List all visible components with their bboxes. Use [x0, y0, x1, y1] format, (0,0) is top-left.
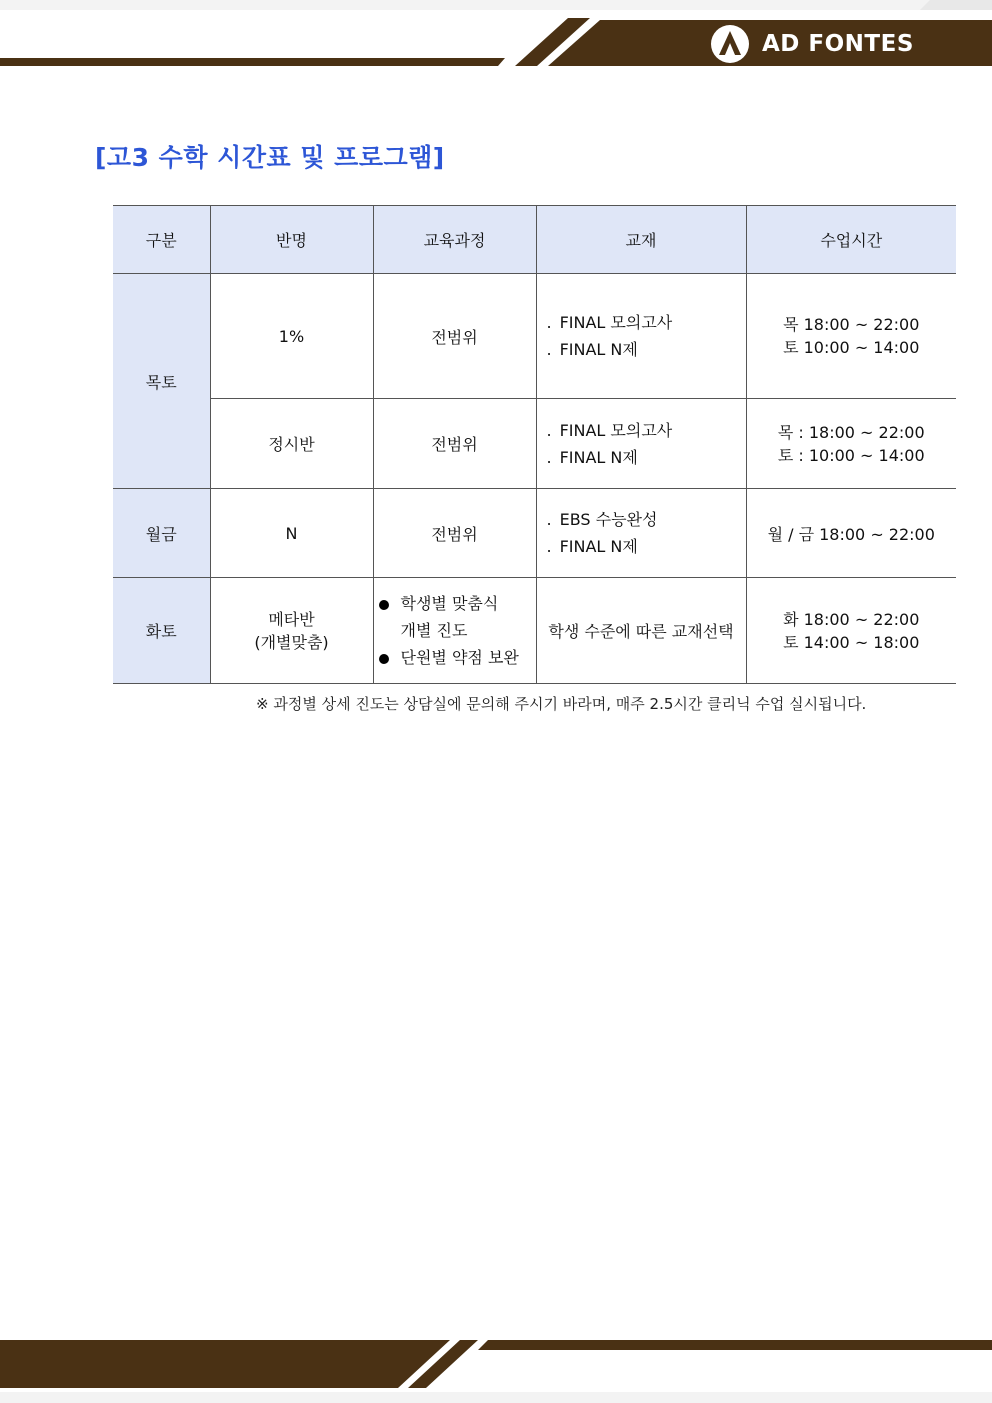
table-row: [113, 399, 956, 489]
class-time-cell: [746, 274, 956, 399]
page-header: [0, 0, 992, 80]
header-class-name: 반명: [210, 206, 373, 274]
material-item: . FINAL N제: [547, 533, 746, 560]
category-cell: 월금: [113, 489, 210, 578]
curriculum-bullet: [379, 590, 536, 617]
material-item: . FINAL N제: [547, 444, 746, 471]
category-cell: 목토: [113, 274, 210, 489]
material-item: . FINAL N제: [547, 336, 746, 363]
table-row: [113, 274, 956, 399]
schedule-table: [113, 205, 956, 684]
category-cell: 화토: [113, 578, 210, 684]
curriculum-cell: 전범위: [373, 274, 536, 399]
class-name-cell: [210, 578, 373, 684]
table-row: [113, 578, 956, 684]
footnote: ※ 과정별 상세 진도는 상담실에 문의해 주시기 바라며, 매주 2.5시간 클리닉 수업 실시됩니다.: [256, 695, 867, 713]
curriculum-cell: 전범위: [373, 489, 536, 578]
materials-cell: [536, 489, 746, 578]
time-line: 토 14:00 ~ 18:00: [783, 632, 920, 652]
header-materials: 교재: [536, 206, 746, 274]
bullet-text: 학생별 맞춤식: [400, 594, 499, 613]
header-category: 구분: [113, 206, 210, 274]
table-row: [113, 489, 956, 578]
curriculum-cell: [373, 578, 536, 684]
curriculum-cell: 전범위: [373, 399, 536, 489]
material-item: . EBS 수능완성: [547, 506, 746, 533]
page-footer: [0, 1330, 992, 1403]
brand-name: AD FONTES: [762, 31, 914, 57]
class-name-line: (개별맞춤): [254, 632, 329, 652]
table-header-row: [113, 206, 956, 274]
class-time-cell: [746, 399, 956, 489]
time-line: 화 18:00 ~ 22:00: [783, 609, 920, 629]
materials-cell: [536, 274, 746, 399]
ad-fontes-logo-icon: [710, 24, 750, 64]
class-name-line: 메타반: [268, 609, 315, 629]
header-curriculum: 교육과정: [373, 206, 536, 274]
time-line: 목 18:00 ~ 22:00: [783, 315, 920, 334]
bullet-dot-icon: [379, 654, 389, 664]
footer-banner: [0, 1330, 992, 1403]
class-name-cell: N: [210, 489, 373, 578]
brand-logo: [710, 24, 914, 64]
class-time-cell: 월 / 금 18:00 ~ 22:00: [746, 489, 956, 578]
time-line: 목 : 18:00 ~ 22:00: [777, 422, 925, 442]
bullet-continuation: 개별 진도: [400, 621, 468, 640]
materials-cell: 학생 수준에 따른 교재선택: [536, 578, 746, 684]
material-item: . FINAL 모의고사: [547, 309, 746, 336]
bullet-text: 단원별 약점 보완: [400, 648, 519, 667]
materials-cell: [536, 399, 746, 489]
class-name-cell: 1%: [210, 274, 373, 399]
bullet-dot-icon: [379, 600, 389, 610]
curriculum-bullet: [379, 644, 536, 671]
header-class-time: 수업시간: [746, 206, 956, 274]
class-time-cell: [746, 578, 956, 684]
material-item: . FINAL 모의고사: [547, 417, 746, 444]
time-line: 토 : 10:00 ~ 14:00: [777, 445, 925, 465]
page-title: [고3 수학 시간표 및 프로그램]: [95, 143, 445, 172]
time-line: 토 10:00 ~ 14:00: [783, 338, 920, 357]
class-name-cell: 정시반: [210, 399, 373, 489]
